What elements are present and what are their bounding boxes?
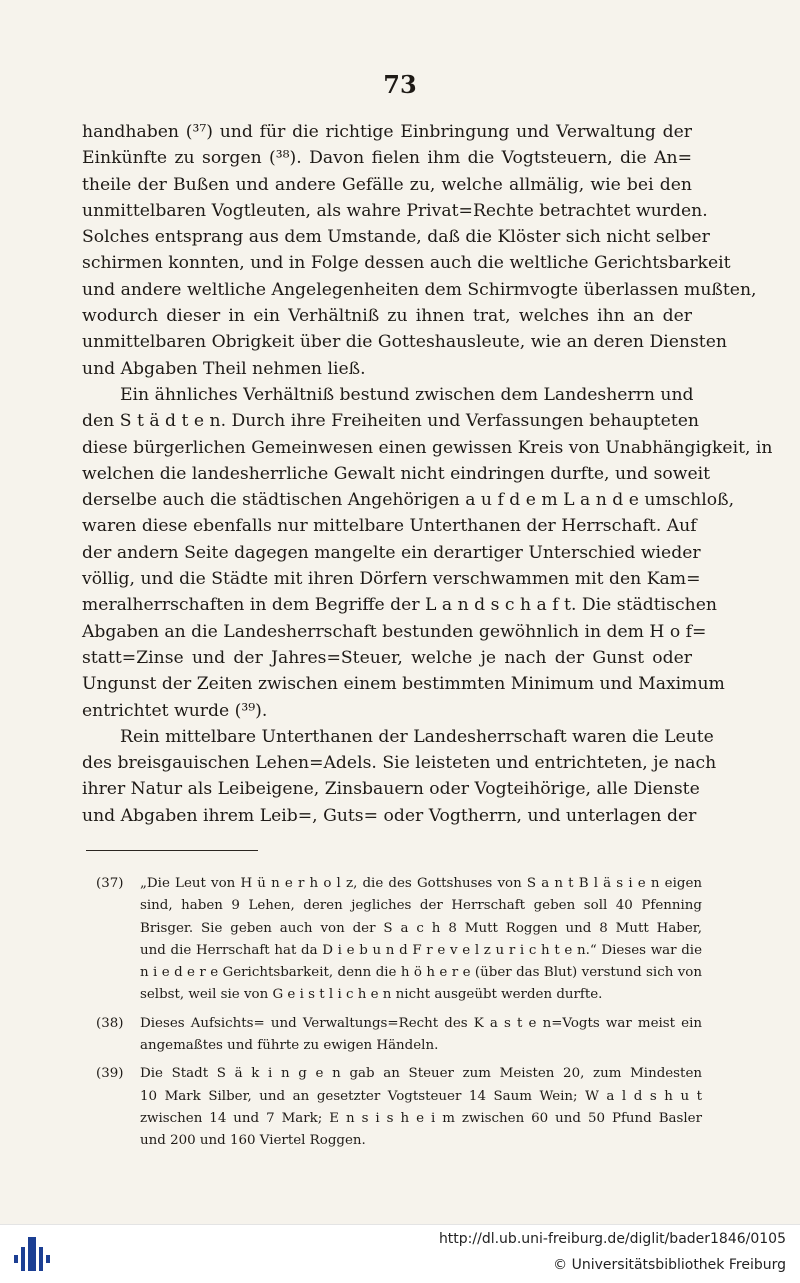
footnote — [96, 1013, 702, 1058]
footnote-body — [140, 1013, 702, 1058]
footnote-number: (39) — [96, 1066, 124, 1082]
footer-bar — [0, 1224, 800, 1283]
body-line: und Abgaben ihrem Leib=, Guts= oder Vogtherrn, und unterlagen der — [82, 805, 697, 826]
body-line: der andern Seite dagegen mangelte ein derartiger Unterschied wieder — [82, 542, 701, 563]
footnote-line: sind, haben 9 Lehen, deren jegliches der Herrschaft geben soll 40 Pfenning — [140, 898, 702, 914]
body-line: schirmen konnten, und in Folge dessen auch die weltliche Gerichtsbarkeit — [82, 253, 731, 274]
footnote-number: (37) — [96, 876, 124, 891]
body-line: Ein ähnliches Verhältniß bestund zwischen dem Landesherrn und — [120, 384, 694, 405]
body-line: entrichtet wurde (³⁹). — [82, 700, 268, 721]
ub-freiburg-logo-icon[interactable] — [14, 1233, 54, 1275]
body-line: derselbe auch die städtischen Angehörigen a u f d e m L a n d e umschloß, — [82, 490, 735, 511]
footnote-rule — [86, 850, 258, 851]
footnote-line: angemaßtes und führte zu ewigen Händeln. — [140, 1038, 439, 1054]
body-line: welchen die landesherrliche Gewalt nicht eindringen durfte, und soweit — [82, 463, 711, 484]
body-line: waren diese ebenfalls nur mittelbare Unterthanen der Herrschaft. Auf — [82, 516, 697, 537]
body-line: wodurch dieser in ein Verhältniß zu ihnen trat, welches ihn an der — [82, 306, 692, 327]
footnote-line: Die Stadt S ä k i n g e n gab an Steuer zum Meisten 20, zum Mindesten — [140, 1066, 702, 1082]
body-line: den S t ä d t e n. Durch ihre Freiheiten und Verfassungen behaupteten — [82, 411, 700, 432]
body-line: völlig, und die Städte mit ihren Dörfern verschwammen mit den Kam= — [82, 569, 701, 590]
footnote-line: und die Herrschaft hat da D i e b u n d F r e v e l z u r i c h t e n.“ Dieses war die — [140, 942, 702, 958]
footnote — [96, 873, 702, 1007]
body-line: Rein mittelbare Unterthanen der Landesherrschaft waren die Leute — [120, 726, 714, 747]
body-line: Abgaben an die Landesherrschaft bestunden gewöhnlich in dem H o f= — [82, 621, 707, 642]
footnote-line: Brisger. Sie geben auch von der S a c h 8 Mutt Roggen und 8 Mutt Haber, — [140, 920, 702, 936]
body-line: statt=Zinse und der Jahres=Steuer, welche je nach der Gunst oder — [82, 647, 692, 668]
body-line: diese bürgerlichen Gemeinwesen einen gewissen Kreis von Unabhängigkeit, in — [82, 437, 773, 458]
body-line: theile der Bußen und andere Gefälle zu, welche allmälig, wie bei den — [82, 174, 692, 195]
footnote-line: n i e d e r e Gerichtsbarkeit, denn die h ö h e r e (über das Blut) verstund sich von — [140, 965, 702, 981]
body-line: handhaben (³⁷) und für die richtige Einbringung und Verwaltung der — [82, 122, 692, 142]
footnote-line: „Die Leut von H ü n e r h o l z, die des Gottshuses von S a n t B l ä s i e n eigen — [140, 876, 702, 891]
footer-copyright: © Universitätsbibliothek Freiburg — [553, 1257, 786, 1273]
body-line: Solches entsprang aus dem Umstande, daß die Klöster sich nicht selber — [82, 227, 710, 248]
body-line: Einkünfte zu sorgen (³⁸). Davon fielen ihm die Vogtsteuern, die An= — [82, 148, 692, 169]
body-line: und andere weltliche Angelegenheiten dem Schirmvogte überlassen mußten, — [82, 279, 757, 300]
footnote-line: Dieses Aufsichts= und Verwaltungs=Recht des K a s t e n=Vogts war meist ein — [140, 1015, 702, 1031]
footnote-line: 10 Mark Silber, und an gesetzter Vogtsteuer 14 Saum Wein; W a l d s h u t — [140, 1088, 702, 1104]
footnote-body — [140, 1063, 702, 1152]
footnote-body — [140, 873, 702, 1007]
footnotes — [96, 873, 702, 1159]
body-line: unmittelbaren Obrigkeit über die Gotteshausleute, wie an deren Diensten — [82, 332, 727, 353]
body-line: ihrer Natur als Leibeigene, Zinsbauern oder Vogteihörige, alle Dienste — [82, 779, 700, 800]
footnote — [96, 1063, 702, 1152]
footnote-line: selbst, weil sie von G e i s t l i c h e n nicht ausgeübt werden durfte. — [140, 987, 603, 1003]
footnote-line: und 200 und 160 Viertel Roggen. — [140, 1133, 366, 1149]
page-number: 73 — [383, 70, 417, 99]
body-line: und Abgaben Theil nehmen ließ. — [82, 358, 366, 379]
footer-url-link[interactable]: http://dl.ub.uni-freiburg.de/diglit/bader1846/0105 — [438, 1231, 786, 1247]
body-text — [82, 119, 773, 829]
body-line: des breisgauischen Lehen=Adels. Sie leisteten und entrichteten, je nach — [82, 753, 717, 774]
body-line: meralherrschaften in dem Begriffe der L a n d s c h a f t. Die städtischen — [82, 595, 717, 616]
footnote-line: zwischen 14 und 7 Mark; E n s i s h e i m zwischen 60 und 50 Pfund Basler — [140, 1110, 702, 1126]
footnote-number: (38) — [96, 1015, 124, 1031]
body-line: unmittelbaren Vogtleuten, als wahre Privat=Rechte betrachtet wurden. — [82, 200, 708, 221]
body-line: Ungunst der Zeiten zwischen einem bestimmten Minimum und Maximum — [82, 674, 725, 695]
